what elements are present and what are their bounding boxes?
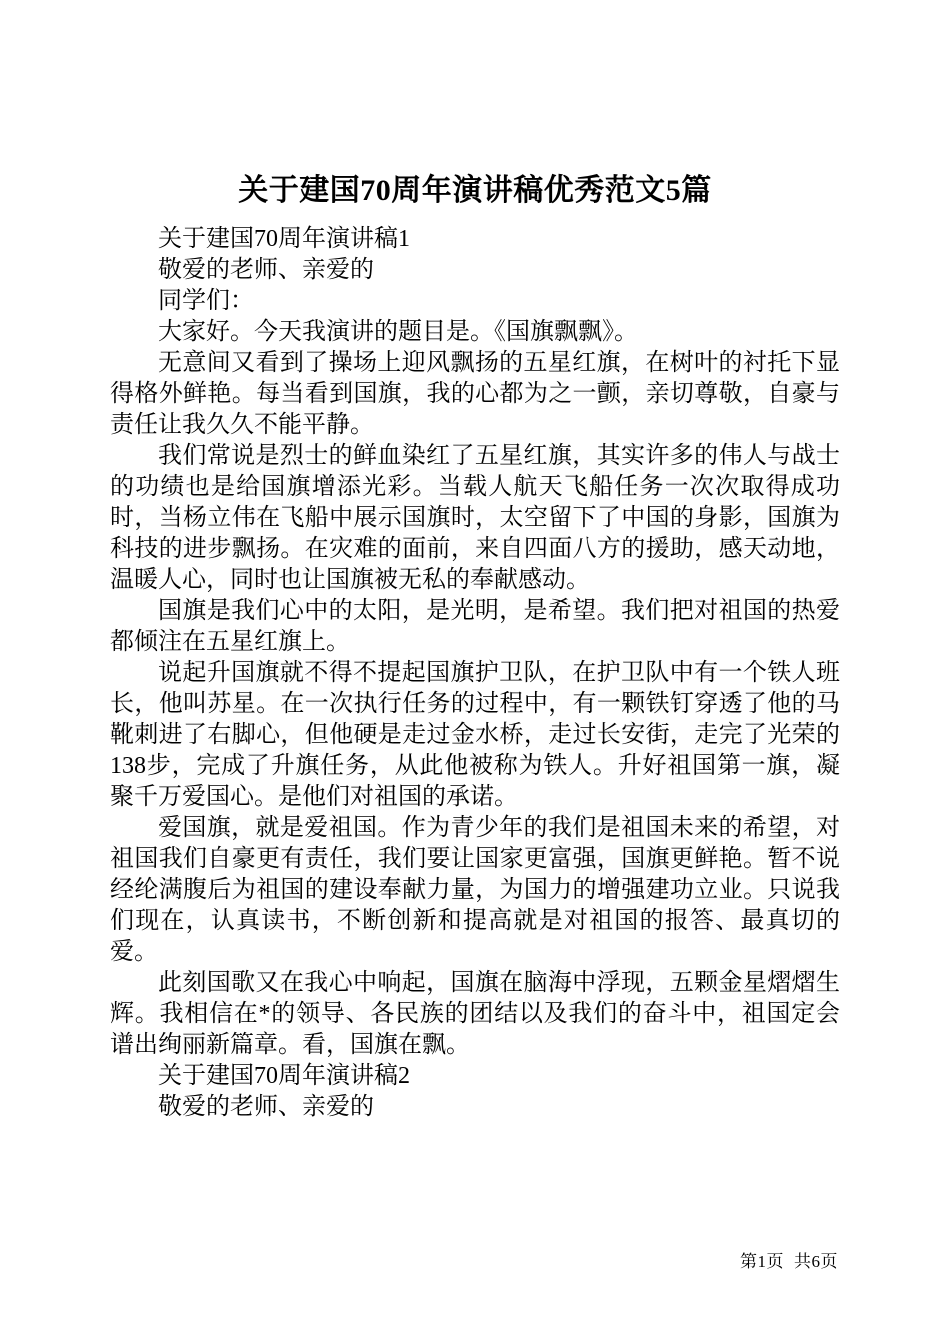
document-body [110, 224, 840, 1123]
footer-page-total: 共6页 [794, 1252, 838, 1271]
paragraph-section-heading-1: 关于建国70周年演讲稿1 [158, 225, 410, 252]
paragraph-body-3: 国旗是我们心中的太阳，是光明，是希望。我们把对祖国的热爱都倾注在五星红旗上。 [110, 597, 840, 655]
paragraph-body-6: 此刻国歌又在我心中响起，国旗在脑海中浮现，五颗金星熠熠生辉。我相信在*的领导、各民族的团结以及我们的奋斗中，祖国定会谱出绚丽新篇章。看，国旗在飘。 [110, 969, 840, 1058]
paragraph-body-1: 无意间又看到了操场上迎风飘扬的五星红旗，在树叶的衬托下显得格外鲜艳。每当看到国旗，我的心都为之一颤，亲切尊敬，自豪与责任让我久久不能平静。 [110, 349, 840, 438]
paragraph-body-2: 我们常说是烈士的鲜血染红了五星红旗，其实许多的伟人与战士的功绩也是给国旗增添光彩。当载人航天飞船任务一次次取得成功时，当杨立伟在飞船中展示国旗时，太空留下了中国的身影，国旗为科技的进步飘扬。在灾难的面前，来自四面八方的援助，感天动地，温暖人心，同时也让国旗被无私的奉献感动。 [110, 442, 840, 593]
paragraph-salutation-1: 敬爱的老师、亲爱的 [158, 256, 374, 283]
page-footer [740, 1247, 838, 1272]
paragraph-body-4: 说起升国旗就不得不提起国旗护卫队，在护卫队中有一个铁人班长，他叫苏星。在一次执行任务的过程中，有一颗铁钉穿透了他的马靴刺进了右脚心，但他硬是走过金水桥，走过长安街，走完了光荣的138步，完成了升旗任务，从此他被称为铁人。升好祖国第一旗，凝聚千万爱国心。是他们对祖国的承诺。 [110, 659, 840, 810]
footer-page-number: 第1页 [740, 1252, 784, 1271]
document-title: 关于建国70周年演讲稿优秀范文5篇 [238, 174, 712, 207]
paragraph-salutation-2: 同学们： [158, 287, 254, 314]
paragraph-body-5: 爱国旗，就是爱祖国。作为青少年的我们是祖国未来的希望，对祖国我们自豪更有责任，我们要让国家更富强，国旗更鲜艳。暂不说经纶满腹后为祖国的建设奉献力量，为国力的增强建功立业。只说我们现在，认真读书，不断创新和提高就是对祖国的报答、最真切的爱。 [110, 814, 840, 965]
paragraph-salutation-3: 敬爱的老师、亲爱的 [158, 1093, 374, 1120]
paragraph-section-heading-2: 关于建国70周年演讲稿2 [158, 1062, 410, 1089]
paragraph-opening: 大家好。今天我演讲的题目是。《国旗飘飘》。 [158, 318, 638, 345]
